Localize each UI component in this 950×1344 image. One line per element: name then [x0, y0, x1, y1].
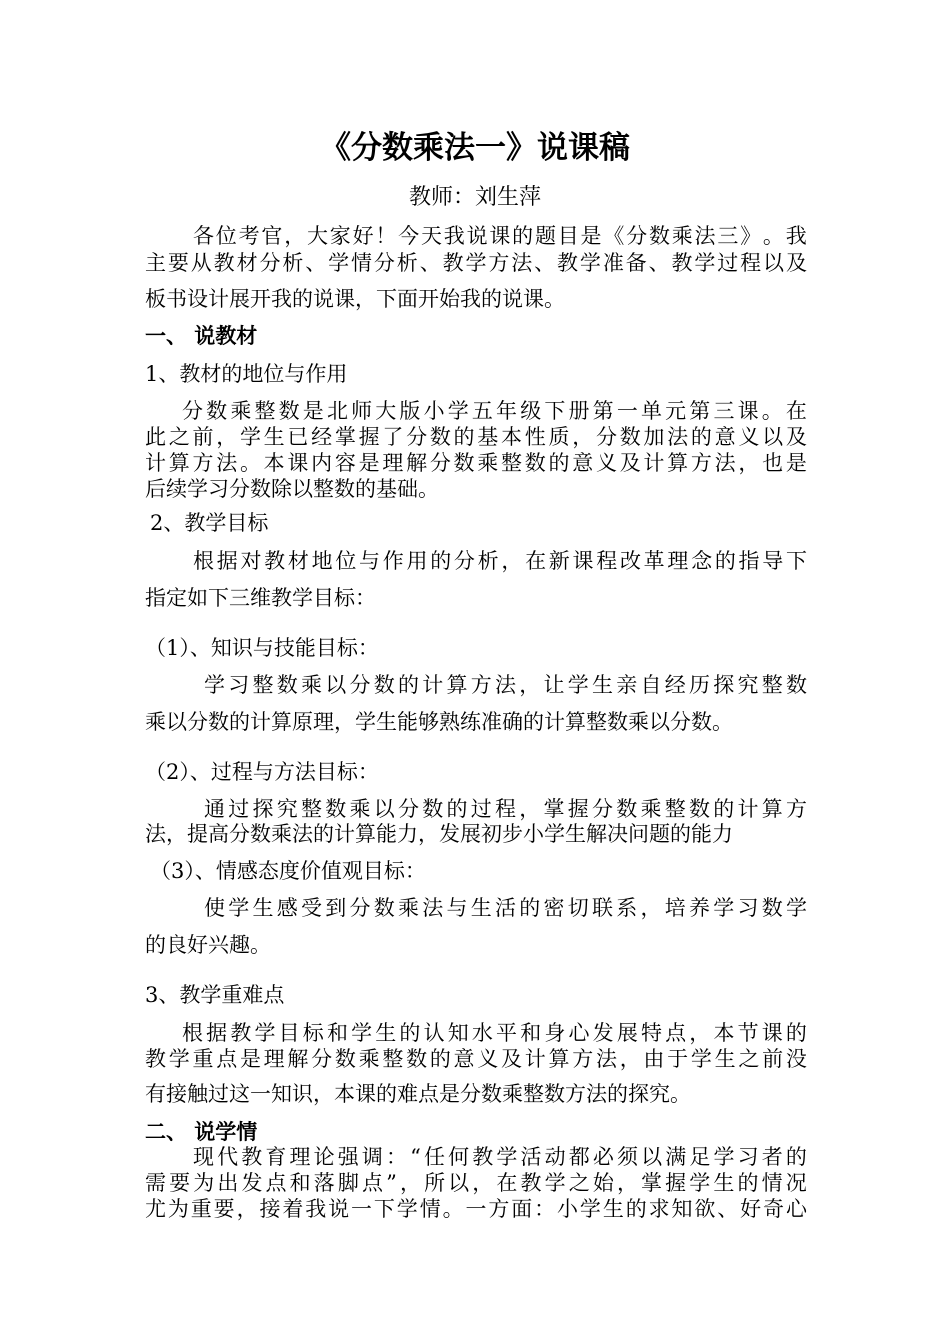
- sub1-line-2: 此 之 前 ， 学 生 已 经 掌 握 了 分 数 的 基 本 性 质 ， 分 数 加 法 的 意 义 以 及: [145, 425, 807, 449]
- sub2-line-1: 根 据 对 教 材 地 位 与 作 用 的 分 析 ， 在 新 课 程 改 革 理 念 的 指 导 下: [193, 549, 807, 573]
- intro-line-3: 板书设计展开我的说课，下面开始我的说课。: [145, 287, 565, 311]
- goal2-heading: （2）、过程与方法目标：: [145, 760, 379, 784]
- sub1-line-1: 分 数 乘 整 数 是 北 师 大 版 小 学 五 年 级 下 册 第 一 单 元 第 三 课 。 在: [182, 399, 807, 423]
- goal1-heading: （1）、知识与技能目标：: [145, 636, 379, 660]
- sub3-line-1: 根 据 教 学 目 标 和 学 生 的 认 知 水 平 和 身 心 发 展 特 点 ， 本 节 课 的: [182, 1021, 807, 1045]
- section2-line-1: 现 代 教 育 理 论 强 调 ： “ 任 何 教 学 活 动 都 必 须 以 满 足 学 习 者 的: [193, 1145, 807, 1169]
- sub3-line-2: 教 学 重 点 是 理 解 分 数 乘 整 数 的 意 义 及 计 算 方 法 ， 由 于 学 生 之 前 没: [145, 1047, 807, 1071]
- section1-sub3-heading: 3、教学重难点: [145, 983, 285, 1007]
- intro-line-2: 主 要 从 教 材 分 析 、 学 情 分 析 、 教 学 方 法 、 教 学 准 备 、 教 学 过 程 以 及: [145, 251, 807, 275]
- goal2-line-1: 通 过 探 究 整 数 乘 以 分 数 的 过 程 ， 掌 握 分 数 乘 整 数 的 计 算 方: [204, 797, 807, 821]
- section2-heading: 二、 说学情: [145, 1119, 258, 1144]
- section1-heading: 一、 说教材: [145, 323, 258, 348]
- section2-line-2: 需 要 为 出 发 点 和 落 脚 点 ” ， 所 以 ， 在 教 学 之 始 ， 掌 握 学 生 的 情 况: [145, 1171, 807, 1195]
- goal1-line-1: 学 习 整 数 乘 以 分 数 的 计 算 方 法 ， 让 学 生 亲 自 经 历 探 究 整 数: [204, 673, 807, 697]
- document-title: 《分数乘法一》说课稿: [320, 130, 630, 166]
- goal3-line-2: 的良好兴趣。: [145, 933, 271, 957]
- sub1-line-3: 计 算 方 法 。 本 课 内 容 是 理 解 分 数 乘 整 数 的 意 义 及 计 算 方 法 ， 也 是: [145, 451, 807, 475]
- teacher-name: 教师：刘生萍: [408, 185, 541, 210]
- section1-sub2-heading: 2、教学目标: [150, 511, 269, 535]
- sub2-line-2: 指定如下三维教学目标：: [145, 586, 376, 610]
- goal2-line-2: 法，提高分数乘法的计算能力，发展初步小学生解决问题的能力: [145, 822, 733, 846]
- intro-line-1: 各 位 考 官 ， 大 家 好 ！ 今 天 我 说 课 的 题 目 是 《 分 数 乘 法 三 》 。 我: [193, 224, 807, 248]
- goal3-line-1: 使 学 生 感 受 到 分 数 乘 法 与 生 活 的 密 切 联 系 ， 培 养 学 习 数 学: [204, 896, 807, 920]
- section1-sub1-heading: 1、教材的地位与作用: [145, 362, 348, 386]
- section2-line-3: 尤 为 重 要 ， 接 着 我 说 一 下 学 情 。 一 方 面 ： 小 学 生 的 求 知 欲 、 好 奇 心: [145, 1197, 807, 1221]
- goal1-line-2: 乘以分数的计算原理，学生能够熟练准确的计算整数乘以分数。: [145, 710, 733, 734]
- goal3-heading: （3）、情感态度价值观目标：: [150, 859, 426, 883]
- sub3-line-3: 有接触过这一知识，本课的难点是分数乘整数方法的探究。: [145, 1082, 691, 1106]
- sub1-line-4: 后续学习分数除以整数的基础。: [145, 477, 439, 501]
